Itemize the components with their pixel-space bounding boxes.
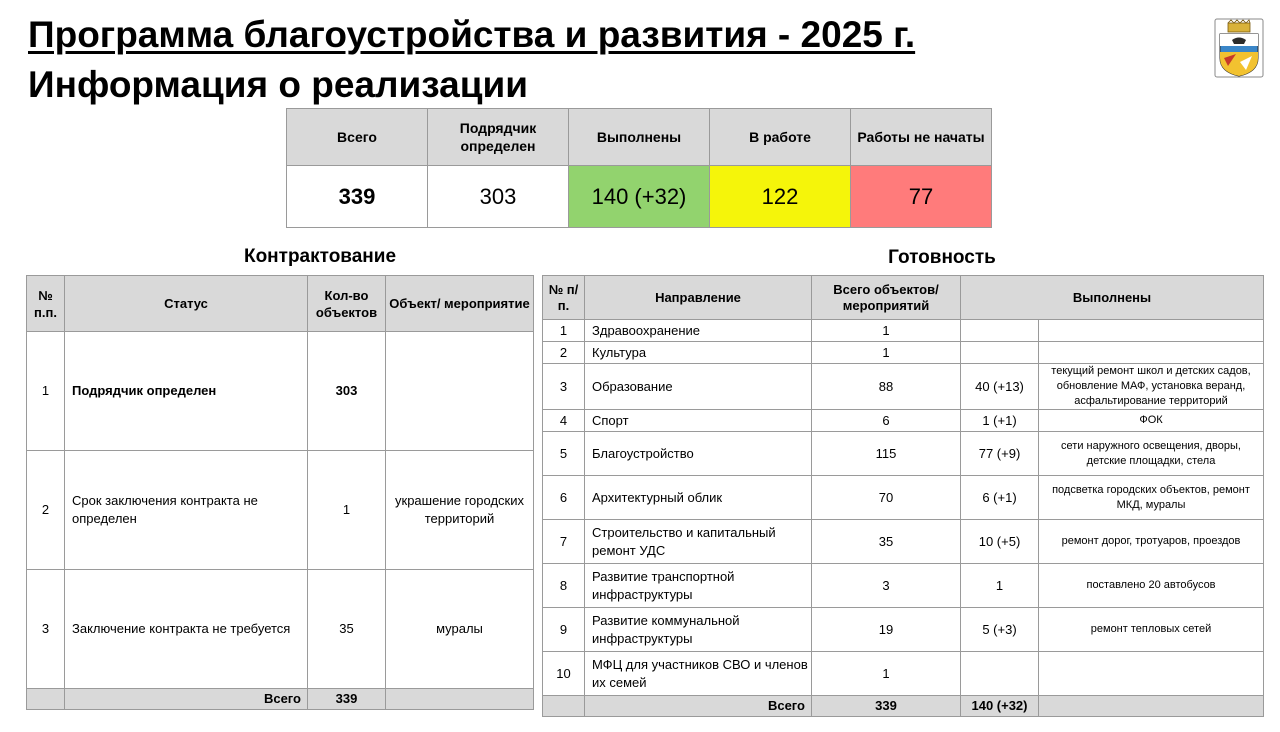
row-done: 5 (+3)	[961, 608, 1039, 652]
row-direction: Спорт	[585, 410, 812, 432]
row-direction: Архитектурный облик	[585, 476, 812, 520]
summary-value-in-progress: 122	[710, 166, 851, 228]
summary-header-contractor: Подрядчик определен	[428, 109, 569, 166]
table-row	[543, 320, 1264, 342]
total-label: Всего	[585, 696, 812, 717]
row-total: 1	[812, 320, 961, 342]
row-done: 6 (+1)	[961, 476, 1039, 520]
table-row	[543, 564, 1264, 608]
row-direction: Благоустройство	[585, 432, 812, 476]
contracting-table	[26, 275, 534, 710]
row-done: 40 (+13)	[961, 364, 1039, 410]
row-done	[961, 320, 1039, 342]
row-done	[961, 342, 1039, 364]
row-object: муралы	[386, 570, 534, 689]
row-direction: Здравоохранение	[585, 320, 812, 342]
row-note	[1039, 652, 1264, 696]
row-num: 2	[543, 342, 585, 364]
summary-header-total: Всего	[287, 109, 428, 166]
table-row	[27, 570, 534, 689]
table-row	[543, 410, 1264, 432]
row-object	[386, 332, 534, 451]
total-label: Всего	[65, 689, 308, 710]
row-note: текущий ремонт школ и детских садов, обновление МАФ, установка веранд, асфальтирование территорий	[1039, 364, 1264, 410]
row-num: 3	[543, 364, 585, 410]
row-direction: Строительство и капитальный ремонт УДС	[585, 520, 812, 564]
summary-value-total: 339	[287, 166, 428, 228]
row-num: 1	[27, 332, 65, 451]
readiness-header-num: № п/п.	[543, 276, 585, 320]
row-num: 2	[27, 451, 65, 570]
page-subtitle: Информация о реализации	[28, 64, 528, 105]
row-num: 10	[543, 652, 585, 696]
row-count: 35	[308, 570, 386, 689]
row-note	[1039, 320, 1264, 342]
row-done: 10 (+5)	[961, 520, 1039, 564]
row-direction: Культура	[585, 342, 812, 364]
summary-value-not-started: 77	[851, 166, 992, 228]
row-status: Подрядчик определен	[65, 332, 308, 451]
summary-header-done: Выполнены	[569, 109, 710, 166]
row-status: Срок заключения контракта не определен	[65, 451, 308, 570]
readiness-header-done: Выполнены	[961, 276, 1264, 320]
table-row	[543, 476, 1264, 520]
contracting-header-count: Кол-во объектов	[308, 276, 386, 332]
table-row	[543, 364, 1264, 410]
table-total-row	[543, 696, 1264, 717]
row-total: 3	[812, 564, 961, 608]
contracting-header-num: № п.п.	[27, 276, 65, 332]
summary-header-not-started: Работы не начаты	[851, 109, 992, 166]
row-done: 77 (+9)	[961, 432, 1039, 476]
row-note: подсветка городских объектов, ремонт МКД, муралы	[1039, 476, 1264, 520]
readiness-header-total: Всего объектов/ мероприятий	[812, 276, 961, 320]
table-row	[543, 520, 1264, 564]
row-total: 35	[812, 520, 961, 564]
contracting-header-status: Статус	[65, 276, 308, 332]
row-direction: Образование	[585, 364, 812, 410]
table-total-row	[27, 689, 534, 710]
readiness-title: Готовность	[888, 247, 996, 268]
row-num: 1	[543, 320, 585, 342]
table-row	[543, 608, 1264, 652]
row-count: 1	[308, 451, 386, 570]
row-direction: Развитие транспортной инфраструктуры	[585, 564, 812, 608]
row-num: 5	[543, 432, 585, 476]
row-total: 115	[812, 432, 961, 476]
row-note	[1039, 342, 1264, 364]
row-total: 19	[812, 608, 961, 652]
row-total: 6	[812, 410, 961, 432]
row-direction: Развитие коммунальной инфраструктуры	[585, 608, 812, 652]
row-note: поставлено 20 автобусов	[1039, 564, 1264, 608]
row-status: Заключение контракта не требуется	[65, 570, 308, 689]
summary-table	[286, 108, 992, 228]
row-note: сети наружного освещения, дворы, детские площадки, стела	[1039, 432, 1264, 476]
page-title: Программа благоустройства и развития - 2025 г.	[28, 14, 916, 55]
row-num: 6	[543, 476, 585, 520]
row-note: ФОК	[1039, 410, 1264, 432]
contracting-title: Контрактование	[243, 246, 397, 267]
table-row	[27, 332, 534, 451]
row-num: 7	[543, 520, 585, 564]
row-num: 8	[543, 564, 585, 608]
table-row	[543, 432, 1264, 476]
readiness-table	[542, 275, 1264, 717]
row-num: 9	[543, 608, 585, 652]
row-note: ремонт дорог, тротуаров, проездов	[1039, 520, 1264, 564]
table-row	[27, 451, 534, 570]
table-row	[543, 342, 1264, 364]
readiness-header-direction: Направление	[585, 276, 812, 320]
row-total: 88	[812, 364, 961, 410]
row-num: 4	[543, 410, 585, 432]
table-row	[543, 652, 1264, 696]
total-value: 339	[812, 696, 961, 717]
row-total: 1	[812, 342, 961, 364]
row-count: 303	[308, 332, 386, 451]
contracting-header-object: Объект/ мероприятие	[386, 276, 534, 332]
summary-value-done: 140 (+32)	[569, 166, 710, 228]
summary-header-in-progress: В работе	[710, 109, 851, 166]
total-value: 339	[308, 689, 386, 710]
row-note: ремонт тепловых сетей	[1039, 608, 1264, 652]
row-object: украшение городских территорий	[386, 451, 534, 570]
row-total: 1	[812, 652, 961, 696]
total-done: 140 (+32)	[961, 696, 1039, 717]
row-done: 1 (+1)	[961, 410, 1039, 432]
row-done: 1	[961, 564, 1039, 608]
row-total: 70	[812, 476, 961, 520]
row-done	[961, 652, 1039, 696]
summary-value-contractor: 303	[428, 166, 569, 228]
coat-of-arms-icon	[1214, 18, 1264, 78]
row-direction: МФЦ для участников СВО и членов их семей	[585, 652, 812, 696]
row-num: 3	[27, 570, 65, 689]
